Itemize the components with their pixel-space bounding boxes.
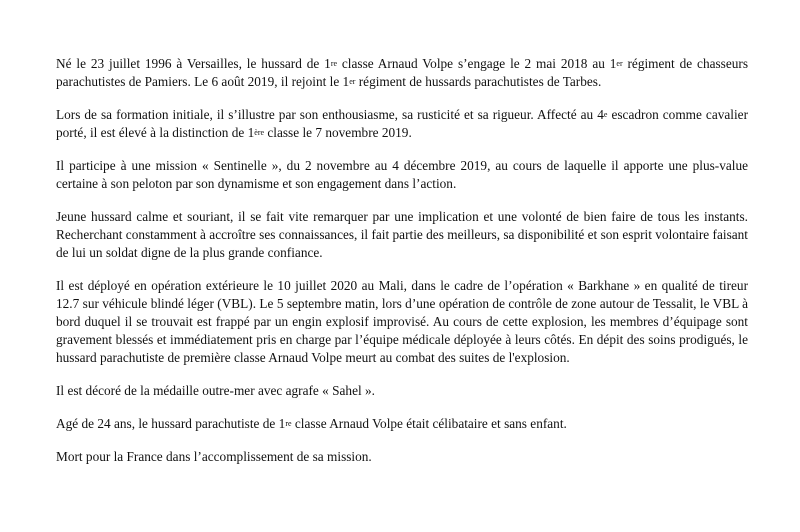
paragraph-4 — [56, 208, 748, 262]
text-run: Agé de 24 ans, le hussard parachutiste de 1 — [56, 416, 286, 431]
ordinal-suffix: e — [603, 110, 608, 119]
paragraph-2 — [56, 106, 748, 142]
text-run: Mort pour la France dans l’accomplissement de sa mission. — [56, 449, 372, 464]
ordinal-suffix: ère — [254, 128, 265, 137]
paragraph-1 — [56, 55, 748, 91]
paragraph-7 — [56, 415, 748, 433]
text-run: Il participe à une mission « Sentinelle », du 2 novembre au 4 décembre 2019, au cours de laquelle il apporte une plus-value certaine à son peloton par son dynamisme et son engagement dans l’action. — [56, 158, 748, 191]
text-run: classe Arnaud Volpe était célibataire et sans enfant. — [291, 416, 567, 431]
text-run: régiment de chasseurs parachutistes de Pamiers. Le 6 août 2019, il rejoint le 1 — [56, 56, 748, 89]
text-run: Né le 23 juillet 1996 à Versailles, le hussard de 1 — [56, 56, 331, 71]
paragraph-5 — [56, 277, 748, 367]
text-run: classe le 7 novembre 2019. — [264, 125, 412, 140]
paragraph-8 — [56, 448, 748, 466]
ordinal-suffix: re — [285, 419, 292, 428]
text-run: régiment de hussards parachutistes de Tarbes. — [355, 74, 602, 89]
ordinal-suffix: er — [349, 77, 356, 86]
paragraph-6 — [56, 382, 748, 400]
ordinal-suffix: er — [616, 59, 623, 68]
text-run: Jeune hussard calme et souriant, il se fait vite remarquer par une implication et une volonté de bien faire de tous les instants. Recherchant constamment à accroître ses connaissances, il fait partie des meilleurs, sa disponibilité et son esprit volontaire faisant de lui un soldat digne de la plus grande confiance. — [56, 209, 748, 260]
paragraph-3 — [56, 157, 748, 193]
text-run: Il est déployé en opération extérieure le 10 juillet 2020 au Mali, dans le cadre de l’opération « Barkhane » en qualité de tireur 12.7 sur véhicule blindé léger (VBL). Le 5 septembre matin, lors d’une opération de contrôle de zone autour de Tessalit, le VBL à bord duquel il se trouvait est frappé par un engin explosif improvisé. Au cours de cette explosion, les membres d’équipage sont gravement blessés et immédiatement pris en charge par l’équipe médicale déployée à leurs côtés. En dépit des soins prodigués, le hussard parachutiste de première classe Arnaud Volpe meurt au combat des suites de l'explosion. — [56, 278, 748, 365]
text-run: Lors de sa formation initiale, il s’illustre par son enthousiasme, sa rusticité et sa rigueur. Affecté au 4 — [56, 107, 604, 122]
text-run: escadron comme cavalier porté, il est élevé à la distinction de 1 — [56, 107, 749, 140]
text-run: Il est décoré de la médaille outre-mer avec agrafe « Sahel ». — [56, 383, 375, 398]
text-run: classe Arnaud Volpe s’engage le 2 mai 2018 au 1 — [337, 56, 617, 71]
ordinal-suffix: re — [330, 59, 338, 68]
